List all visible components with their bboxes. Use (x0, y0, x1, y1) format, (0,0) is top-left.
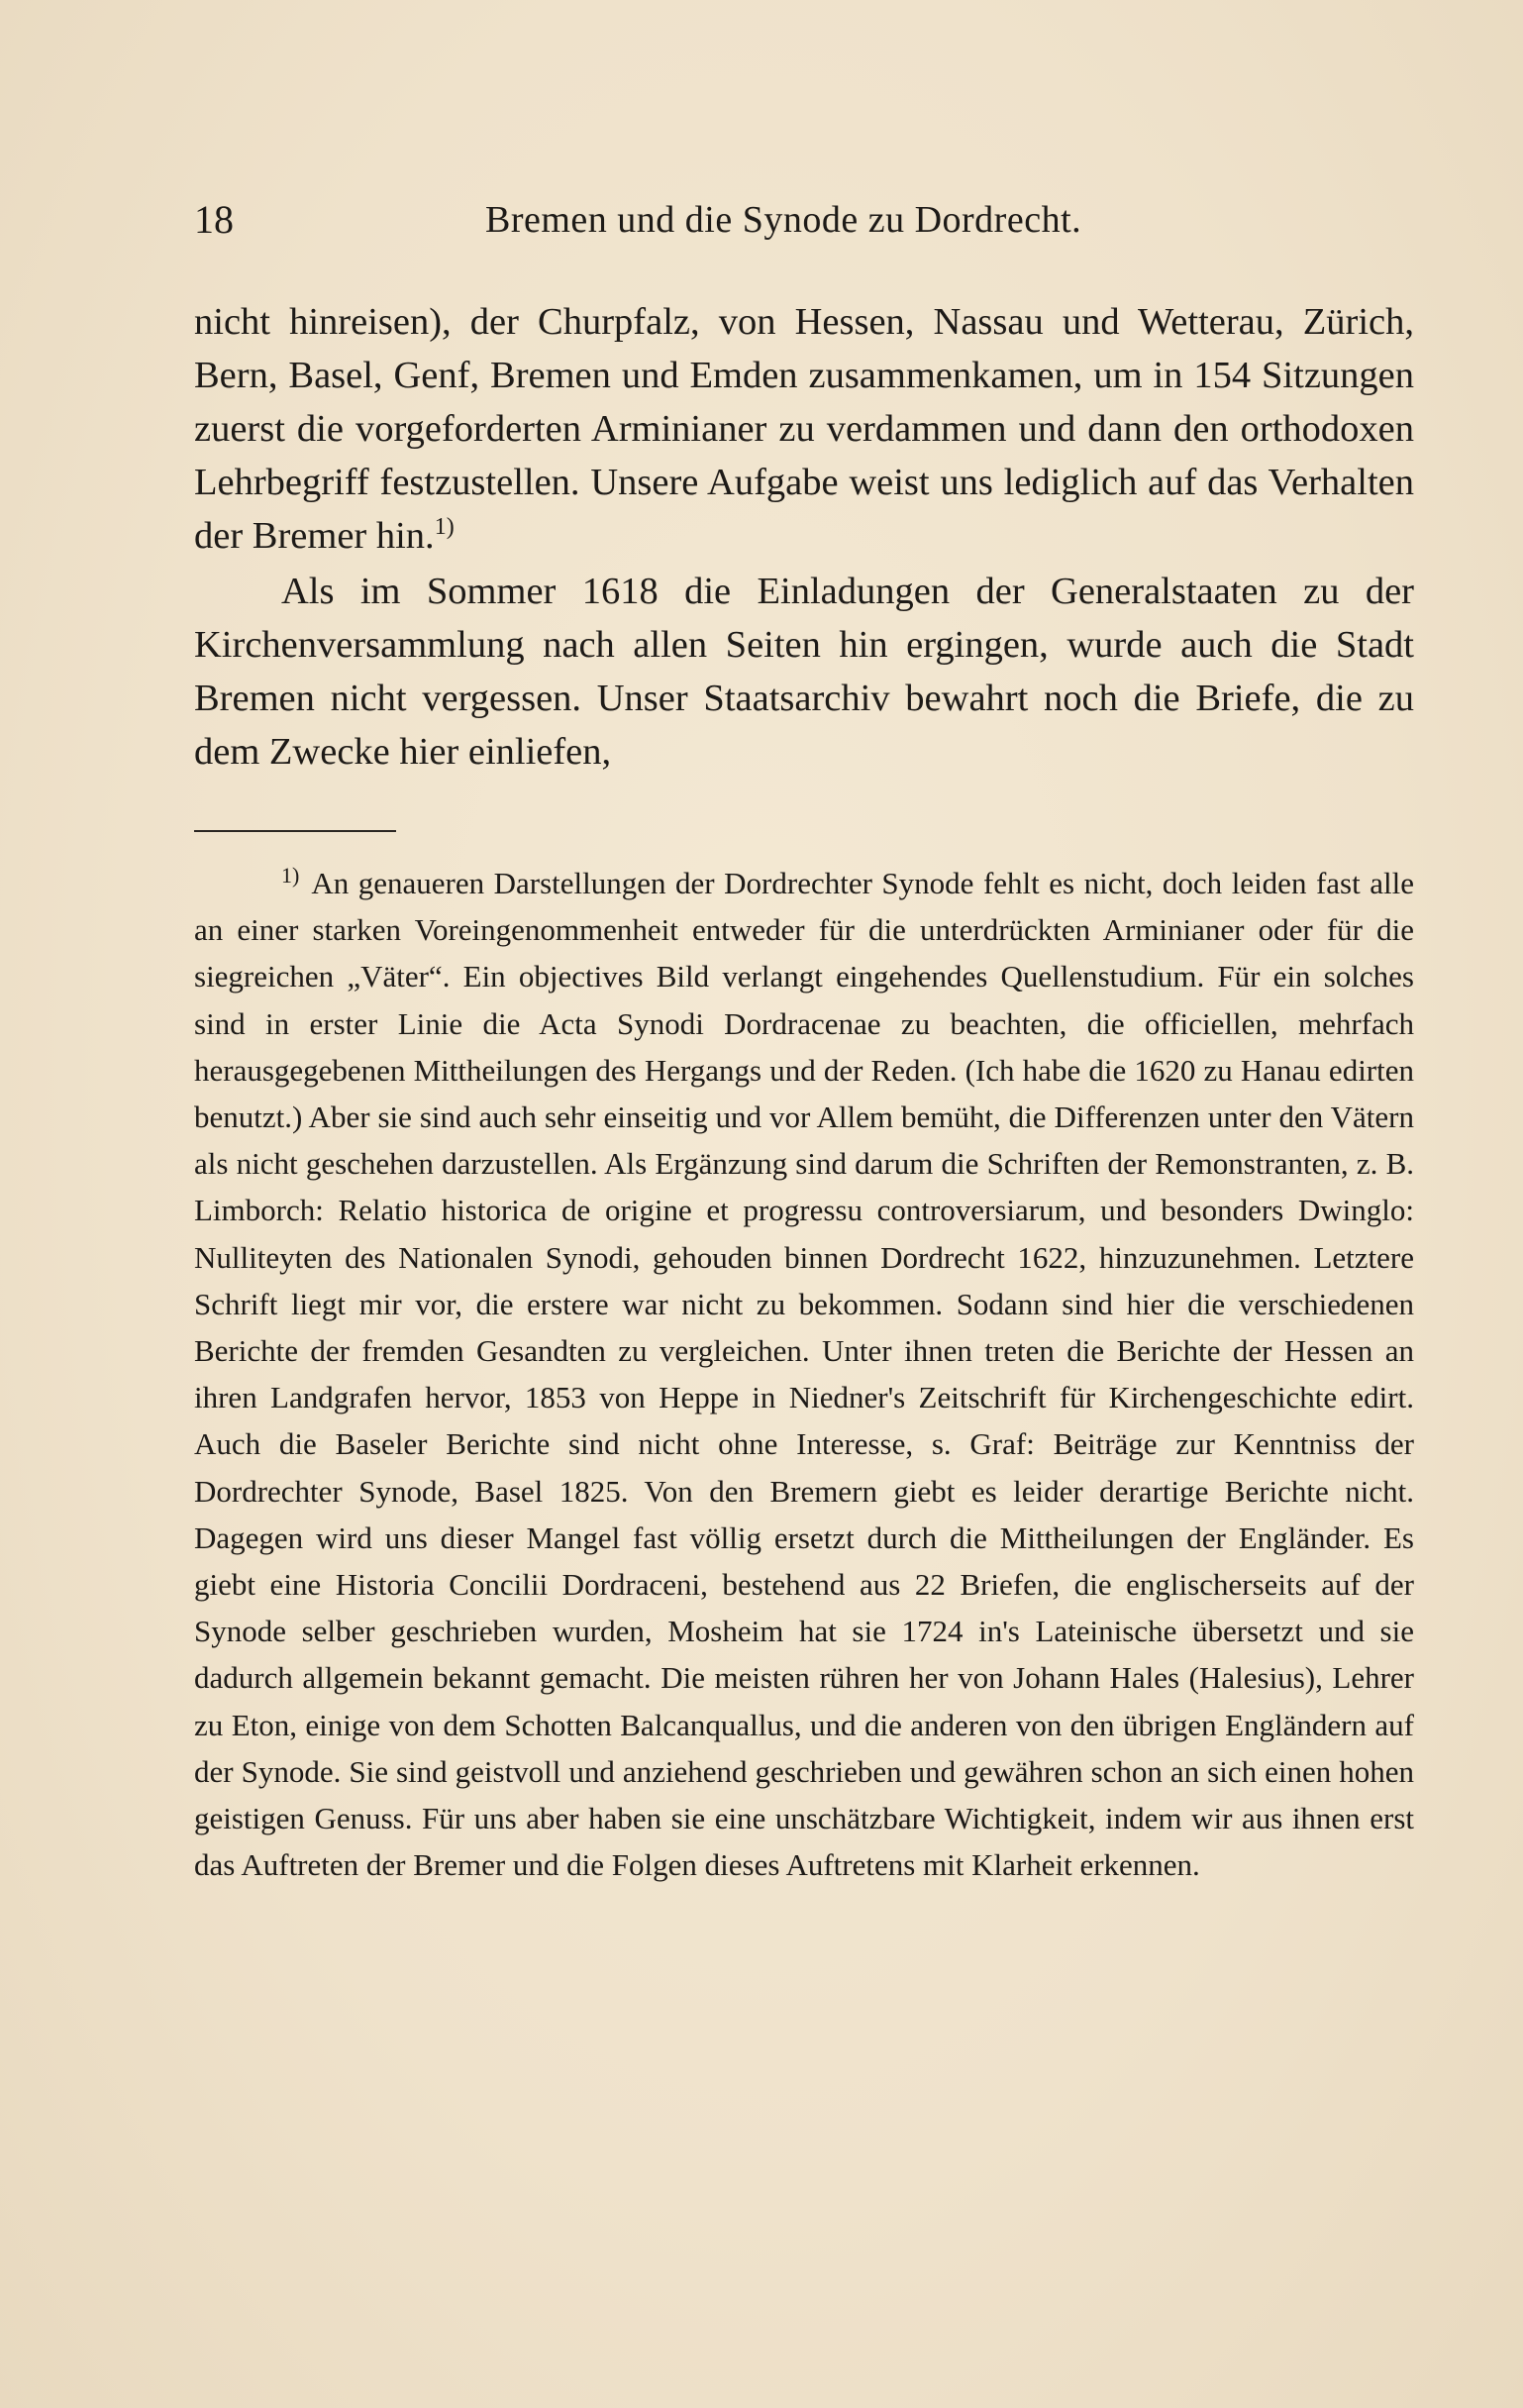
footnote-label: 1) (281, 862, 300, 888)
footnote (194, 860, 1414, 1888)
paragraph-text: nicht hinreisen), der Churpfalz, von Hessen, Nassau und Wetterau, Zürich, Bern, Basel, Genf, Bremen und Emden zusammenkamen, um in 154 Sitzungen zuerst die vorgeforderten Arminianer zu verdammen und dann den orthodoxen Lehrbegriff festzustellen. Unsere Aufgabe weist uns lediglich auf das Verhalten der Bremer hin. (194, 301, 1414, 557)
footnote-reference: 1) (434, 514, 455, 541)
running-title: Bremen und die Synode zu Dordrecht. (485, 199, 1082, 241)
page-number: 18 (194, 197, 234, 242)
footnote-text: An genaueren Darstellungen der Dordrechter Synode fehlt es nicht, doch leiden fast alle an einer starken Voreingenommenheit entweder für die unterdrückten Arminianer oder für die siegreichen „Väter“. Ein objectives Bild verlangt eingehendes Quellenstudium. Für ein solches sind in erster Linie die Acta Synodi Dordracenae zu beachten, die officiellen, mehrfach herausgegebenen Mittheilungen des Hergangs und der Reden. (Ich habe die 1620 zu Hanau edirten benutzt.) Aber sie sind auch sehr einseitig und vor Allem bemüht, die Differenzen unter den Vätern als nicht geschehen darzustellen. Als Ergänzung sind darum die Schriften der Remonstranten, z. B. Limborch: Relatio historica de origine et progressu controversiarum, und besonders Dwinglo: Nulliteyten des Nationalen Synodi, gehouden binnen Dordrecht 1622, hinzuzunehmen. Letztere Schrift liegt mir vor, die erstere war nicht zu bekommen. Sodann sind hier die verschiedenen Berichte der fremden Gesandten zu vergleichen. Unter ihnen treten die Berichte der Hessen an ihren Landgrafen hervor, 1853 von Heppe in Niedner's Zeitschrift für Kirchengeschichte edirt. Auch die Baseler Berichte sind nicht ohne Interesse, s. Graf: Beiträge zur Kenntniss der Dordrechter Synode, Basel 1825. Von den Bremern giebt es leider derartige Berichte nicht. Dagegen wird uns dieser Mangel fast völlig ersetzt durch die Mittheilungen der Engländer. Es giebt eine Historia Concilii Dordraceni, bestehend aus 22 Briefen, die englischerseits auf der Synode selber geschrieben wurden, Mosheim hat sie 1724 in's Lateinische übersetzt und sie dadurch allgemein bekannt gemacht. Die meisten rühren her von Johann Hales (Halesius), Lehrer zu Eton, einige von dem Schotten Balcanquallus, und die anderen von den übrigen Engländern auf der Synode. Sie sind geistvoll und anziehend geschrieben und gewähren schon an sich einen hohen geistigen Genuss. Für uns aber haben sie eine unschätzbare Wichtigkeit, indem wir aus ihnen erst das Auftreten der Bremer und die Folgen dieses Auftretens mit Klarheit erkennen. (194, 866, 1414, 1883)
paragraph: Als im Sommer 1618 die Einladungen der Generalstaaten zu der Kirchenversammlung nach allen Seiten hin ergingen, wurde auch die Stadt Bremen nicht vergessen. Unser Staatsarchiv bewahrt noch die Briefe, die zu dem Zwecke hier einliefen, (194, 571, 1414, 773)
page-header (194, 196, 1414, 256)
footnote-divider (194, 830, 396, 832)
main-text (194, 295, 1414, 779)
paragraph (194, 295, 1414, 563)
